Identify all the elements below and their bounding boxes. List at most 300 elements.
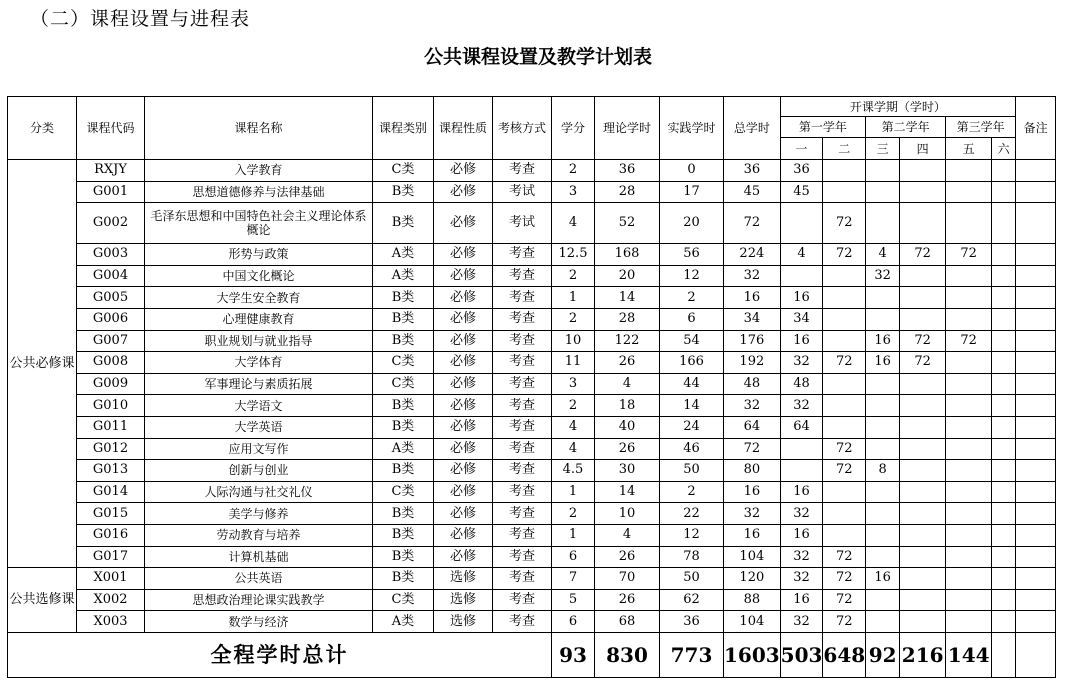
course-total-hours: 120 <box>724 568 781 590</box>
course-name: 形势与政策 <box>145 244 373 266</box>
course-name: 中国文化概论 <box>145 265 373 287</box>
semester-5-hours <box>946 265 992 287</box>
course-code: RXJY <box>77 160 145 182</box>
category-required: 公共必修课 <box>8 160 77 568</box>
semester-6-hours <box>992 352 1016 374</box>
course-nature: 必修 <box>434 503 493 525</box>
semester-3-hours <box>866 589 900 611</box>
semester-2-hours <box>823 524 866 546</box>
semester-3-hours <box>866 524 900 546</box>
semester-6-hours <box>992 611 1016 633</box>
course-type: B类 <box>373 416 434 438</box>
course-remarks <box>1016 373 1056 395</box>
table-row <box>8 308 1056 330</box>
semester-5-hours <box>946 352 992 374</box>
course-exam: 考查 <box>493 244 552 266</box>
course-practice-hours: 166 <box>660 352 724 374</box>
semester-3-hours: 16 <box>866 330 900 352</box>
semester-5-hours <box>946 203 992 244</box>
course-name: 公共英语 <box>145 568 373 590</box>
course-total-hours: 16 <box>724 524 781 546</box>
semester-4-hours <box>900 503 946 525</box>
header-theory-hours: 理论学时 <box>595 97 660 160</box>
semester-1-hours: 32 <box>780 503 823 525</box>
header-semesters: 开课学期（学时） <box>780 97 1016 117</box>
semester-4-hours <box>900 265 946 287</box>
course-remarks <box>1016 481 1056 503</box>
semester-3-hours <box>866 481 900 503</box>
semester-6-hours <box>992 244 1016 266</box>
semester-5-hours <box>946 568 992 590</box>
total-semester-1-hours: 503 <box>780 632 823 677</box>
course-code: X003 <box>77 611 145 633</box>
course-exam: 考查 <box>493 265 552 287</box>
course-practice-hours: 46 <box>660 438 724 460</box>
course-name: 思想道德修养与法律基础 <box>145 181 373 203</box>
semester-5-hours <box>946 524 992 546</box>
course-nature: 必修 <box>434 244 493 266</box>
semester-2-hours <box>823 308 866 330</box>
semester-4-hours <box>900 203 946 244</box>
semester-3-hours: 32 <box>866 265 900 287</box>
course-credits: 4.5 <box>552 460 595 482</box>
course-theory-hours: 30 <box>595 460 660 482</box>
course-practice-hours: 36 <box>660 611 724 633</box>
course-remarks <box>1016 265 1056 287</box>
course-exam: 考查 <box>493 546 552 568</box>
course-practice-hours: 0 <box>660 160 724 182</box>
course-total-hours: 36 <box>724 160 781 182</box>
course-name: 应用文写作 <box>145 438 373 460</box>
semester-6-hours <box>992 330 1016 352</box>
semester-2-hours: 72 <box>823 438 866 460</box>
course-exam: 考查 <box>493 503 552 525</box>
course-nature: 必修 <box>434 373 493 395</box>
semester-1-hours: 64 <box>780 416 823 438</box>
semester-1-hours: 34 <box>780 308 823 330</box>
course-nature: 选修 <box>434 589 493 611</box>
course-theory-hours: 28 <box>595 308 660 330</box>
course-name: 军事理论与素质拓展 <box>145 373 373 395</box>
course-name: 毛泽东思想和中国特色社会主义理论体系概论 <box>145 203 373 244</box>
course-theory-hours: 10 <box>595 503 660 525</box>
course-theory-hours: 68 <box>595 611 660 633</box>
semester-5-hours <box>946 438 992 460</box>
table-row <box>8 203 1056 244</box>
course-exam: 考查 <box>493 287 552 309</box>
semester-1-hours: 16 <box>780 589 823 611</box>
course-remarks <box>1016 460 1056 482</box>
table-row <box>8 287 1056 309</box>
course-practice-hours: 50 <box>660 568 724 590</box>
course-type: A类 <box>373 611 434 633</box>
course-code: X001 <box>77 568 145 590</box>
course-credits: 11 <box>552 352 595 374</box>
course-code: G010 <box>77 395 145 417</box>
table-row <box>8 568 1056 590</box>
total-label: 全程学时总计 <box>8 632 552 677</box>
course-name: 创新与创业 <box>145 460 373 482</box>
course-theory-hours: 168 <box>595 244 660 266</box>
semester-4-hours <box>900 287 946 309</box>
semester-3-hours <box>866 203 900 244</box>
semester-5-hours <box>946 546 992 568</box>
course-total-hours: 88 <box>724 589 781 611</box>
course-type: C类 <box>373 373 434 395</box>
header-sem-5: 五 <box>946 138 992 160</box>
course-remarks <box>1016 416 1056 438</box>
header-category: 分类 <box>8 97 77 160</box>
course-theory-hours: 70 <box>595 568 660 590</box>
semester-5-hours <box>946 308 992 330</box>
semester-5-hours: 72 <box>946 244 992 266</box>
semester-1-hours: 16 <box>780 524 823 546</box>
course-credits: 6 <box>552 546 595 568</box>
course-code: X002 <box>77 589 145 611</box>
course-code: G008 <box>77 352 145 374</box>
course-exam: 考查 <box>493 589 552 611</box>
semester-2-hours: 72 <box>823 352 866 374</box>
semester-4-hours <box>900 416 946 438</box>
semester-2-hours: 72 <box>823 203 866 244</box>
semester-2-hours: 72 <box>823 589 866 611</box>
course-type: B类 <box>373 203 434 244</box>
course-credits: 5 <box>552 589 595 611</box>
total-semester-6-hours <box>992 632 1016 677</box>
semester-2-hours: 72 <box>823 460 866 482</box>
header-sem-1: 一 <box>780 138 823 160</box>
semester-3-hours <box>866 308 900 330</box>
course-theory-hours: 20 <box>595 265 660 287</box>
semester-3-hours: 4 <box>866 244 900 266</box>
semester-3-hours <box>866 395 900 417</box>
course-type: C类 <box>373 160 434 182</box>
course-name: 入学教育 <box>145 160 373 182</box>
course-name: 心理健康教育 <box>145 308 373 330</box>
semester-6-hours <box>992 503 1016 525</box>
course-remarks <box>1016 611 1056 633</box>
course-practice-hours: 6 <box>660 308 724 330</box>
course-credits: 3 <box>552 373 595 395</box>
course-nature: 必修 <box>434 395 493 417</box>
semester-2-hours <box>823 287 866 309</box>
semester-6-hours <box>992 460 1016 482</box>
course-credits: 1 <box>552 524 595 546</box>
semester-3-hours <box>866 416 900 438</box>
course-total-hours: 48 <box>724 373 781 395</box>
course-exam: 考查 <box>493 330 552 352</box>
course-nature: 必修 <box>434 287 493 309</box>
semester-4-hours <box>900 568 946 590</box>
course-code: G003 <box>77 244 145 266</box>
course-total-hours: 104 <box>724 546 781 568</box>
course-total-hours: 64 <box>724 416 781 438</box>
semester-3-hours <box>866 373 900 395</box>
semester-6-hours <box>992 568 1016 590</box>
table-row <box>8 160 1056 182</box>
semester-1-hours: 16 <box>780 481 823 503</box>
course-total-hours: 176 <box>724 330 781 352</box>
course-practice-hours: 2 <box>660 481 724 503</box>
semester-5-hours <box>946 395 992 417</box>
semester-3-hours <box>866 546 900 568</box>
course-remarks <box>1016 395 1056 417</box>
course-theory-hours: 26 <box>595 589 660 611</box>
course-credits: 12.5 <box>552 244 595 266</box>
semester-6-hours <box>992 546 1016 568</box>
semester-1-hours: 36 <box>780 160 823 182</box>
semester-4-hours: 72 <box>900 352 946 374</box>
course-theory-hours: 26 <box>595 352 660 374</box>
course-practice-hours: 56 <box>660 244 724 266</box>
total-total-hours: 1603 <box>724 632 781 677</box>
course-exam: 考查 <box>493 416 552 438</box>
semester-4-hours <box>900 611 946 633</box>
course-practice-hours: 20 <box>660 203 724 244</box>
course-type: A类 <box>373 265 434 287</box>
course-total-hours: 80 <box>724 460 781 482</box>
header-sem-3: 三 <box>866 138 900 160</box>
course-total-hours: 72 <box>724 438 781 460</box>
semester-5-hours <box>946 416 992 438</box>
course-code: G007 <box>77 330 145 352</box>
semester-4-hours <box>900 524 946 546</box>
course-type: B类 <box>373 287 434 309</box>
header-sem-6: 六 <box>992 138 1016 160</box>
header-nature: 课程性质 <box>434 97 493 160</box>
semester-6-hours <box>992 438 1016 460</box>
semester-6-hours <box>992 181 1016 203</box>
semester-6-hours <box>992 203 1016 244</box>
course-theory-hours: 26 <box>595 546 660 568</box>
course-exam: 考试 <box>493 203 552 244</box>
semester-6-hours <box>992 416 1016 438</box>
semester-2-hours: 72 <box>823 568 866 590</box>
course-theory-hours: 40 <box>595 416 660 438</box>
semester-4-hours <box>900 308 946 330</box>
course-exam: 考查 <box>493 611 552 633</box>
course-code: G013 <box>77 460 145 482</box>
course-total-hours: 16 <box>724 287 781 309</box>
semester-6-hours <box>992 373 1016 395</box>
course-practice-hours: 50 <box>660 460 724 482</box>
semester-3-hours <box>866 181 900 203</box>
semester-4-hours <box>900 181 946 203</box>
course-remarks <box>1016 438 1056 460</box>
semester-5-hours <box>946 611 992 633</box>
semester-1-hours <box>780 460 823 482</box>
course-theory-hours: 122 <box>595 330 660 352</box>
course-theory-hours: 4 <box>595 524 660 546</box>
semester-6-hours <box>992 589 1016 611</box>
semester-3-hours: 16 <box>866 568 900 590</box>
semester-6-hours <box>992 524 1016 546</box>
course-theory-hours: 14 <box>595 481 660 503</box>
course-type: B类 <box>373 524 434 546</box>
semester-5-hours <box>946 589 992 611</box>
semester-3-hours <box>866 611 900 633</box>
course-remarks <box>1016 524 1056 546</box>
semester-4-hours: 72 <box>900 330 946 352</box>
course-name: 美学与修养 <box>145 503 373 525</box>
total-remarks <box>1016 632 1056 677</box>
course-credits: 1 <box>552 287 595 309</box>
course-nature: 必修 <box>434 265 493 287</box>
course-name: 计算机基础 <box>145 546 373 568</box>
semester-4-hours <box>900 589 946 611</box>
semester-2-hours <box>823 160 866 182</box>
course-name: 劳动教育与培养 <box>145 524 373 546</box>
course-type: B类 <box>373 503 434 525</box>
semester-1-hours: 32 <box>780 395 823 417</box>
semester-1-hours: 32 <box>780 611 823 633</box>
course-name: 大学体育 <box>145 352 373 374</box>
course-type: B类 <box>373 181 434 203</box>
course-credits: 7 <box>552 568 595 590</box>
header-practice-hours: 实践学时 <box>660 97 724 160</box>
course-code: G002 <box>77 203 145 244</box>
semester-4-hours <box>900 395 946 417</box>
semester-1-hours: 4 <box>780 244 823 266</box>
course-exam: 考查 <box>493 438 552 460</box>
course-exam: 考查 <box>493 568 552 590</box>
course-theory-hours: 36 <box>595 160 660 182</box>
total-semester-3-hours: 92 <box>866 632 900 677</box>
course-code: G017 <box>77 546 145 568</box>
semester-2-hours <box>823 416 866 438</box>
semester-4-hours <box>900 160 946 182</box>
course-credits: 2 <box>552 308 595 330</box>
total-semester-4-hours: 216 <box>900 632 946 677</box>
table-row <box>8 611 1056 633</box>
table-row <box>8 395 1056 417</box>
course-name: 职业规划与就业指导 <box>145 330 373 352</box>
table-row <box>8 503 1056 525</box>
course-name: 大学语文 <box>145 395 373 417</box>
semester-1-hours: 32 <box>780 568 823 590</box>
semester-3-hours <box>866 160 900 182</box>
semester-5-hours <box>946 287 992 309</box>
course-total-hours: 34 <box>724 308 781 330</box>
course-nature: 必修 <box>434 524 493 546</box>
course-exam: 考查 <box>493 524 552 546</box>
course-exam: 考试 <box>493 181 552 203</box>
total-theory-hours: 830 <box>595 632 660 677</box>
course-remarks <box>1016 568 1056 590</box>
course-remarks <box>1016 308 1056 330</box>
semester-5-hours <box>946 373 992 395</box>
total-credits: 93 <box>552 632 595 677</box>
table-row <box>8 416 1056 438</box>
course-credits: 4 <box>552 203 595 244</box>
course-plan-table <box>7 96 1056 678</box>
table-row <box>8 265 1056 287</box>
course-total-hours: 32 <box>724 503 781 525</box>
course-remarks <box>1016 181 1056 203</box>
course-exam: 考查 <box>493 481 552 503</box>
course-nature: 选修 <box>434 568 493 590</box>
course-theory-hours: 4 <box>595 373 660 395</box>
course-remarks <box>1016 503 1056 525</box>
semester-2-hours <box>823 481 866 503</box>
course-theory-hours: 14 <box>595 287 660 309</box>
semester-4-hours <box>900 373 946 395</box>
table-row <box>8 330 1056 352</box>
semester-1-hours <box>780 438 823 460</box>
header-credits: 学分 <box>552 97 595 160</box>
course-total-hours: 192 <box>724 352 781 374</box>
table-row <box>8 438 1056 460</box>
semester-2-hours: 72 <box>823 611 866 633</box>
course-practice-hours: 44 <box>660 373 724 395</box>
course-type: B类 <box>373 568 434 590</box>
semester-2-hours <box>823 503 866 525</box>
course-practice-hours: 22 <box>660 503 724 525</box>
course-remarks <box>1016 203 1056 244</box>
total-row <box>8 632 1056 677</box>
course-type: C类 <box>373 352 434 374</box>
course-code: G006 <box>77 308 145 330</box>
semester-1-hours <box>780 265 823 287</box>
course-code: G009 <box>77 373 145 395</box>
course-type: C类 <box>373 589 434 611</box>
course-nature: 必修 <box>434 352 493 374</box>
table-row <box>8 352 1056 374</box>
course-code: G015 <box>77 503 145 525</box>
semester-3-hours <box>866 287 900 309</box>
semester-6-hours <box>992 160 1016 182</box>
course-theory-hours: 52 <box>595 203 660 244</box>
semester-1-hours: 32 <box>780 546 823 568</box>
course-type: B类 <box>373 546 434 568</box>
course-credits: 10 <box>552 330 595 352</box>
semester-4-hours <box>900 481 946 503</box>
course-credits: 2 <box>552 265 595 287</box>
course-code: G005 <box>77 287 145 309</box>
semester-1-hours <box>780 203 823 244</box>
semester-2-hours: 72 <box>823 546 866 568</box>
course-remarks <box>1016 330 1056 352</box>
course-code: G016 <box>77 524 145 546</box>
course-remarks <box>1016 589 1056 611</box>
semester-2-hours <box>823 181 866 203</box>
course-code: G012 <box>77 438 145 460</box>
semester-6-hours <box>992 287 1016 309</box>
table-row <box>8 589 1056 611</box>
header-remarks: 备注 <box>1016 97 1056 160</box>
header-total-hours: 总学时 <box>724 97 781 160</box>
course-remarks <box>1016 244 1056 266</box>
header-sem-4: 四 <box>900 138 946 160</box>
semester-1-hours: 16 <box>780 287 823 309</box>
course-practice-hours: 78 <box>660 546 724 568</box>
course-type: B类 <box>373 308 434 330</box>
course-total-hours: 72 <box>724 203 781 244</box>
course-credits: 4 <box>552 438 595 460</box>
semester-2-hours <box>823 265 866 287</box>
course-total-hours: 224 <box>724 244 781 266</box>
semester-5-hours <box>946 160 992 182</box>
course-name: 人际沟通与社交礼仪 <box>145 481 373 503</box>
course-code: G004 <box>77 265 145 287</box>
course-nature: 必修 <box>434 160 493 182</box>
course-exam: 考查 <box>493 352 552 374</box>
course-total-hours: 32 <box>724 395 781 417</box>
header-type: 课程类别 <box>373 97 434 160</box>
semester-1-hours: 48 <box>780 373 823 395</box>
table-row <box>8 524 1056 546</box>
course-total-hours: 104 <box>724 611 781 633</box>
